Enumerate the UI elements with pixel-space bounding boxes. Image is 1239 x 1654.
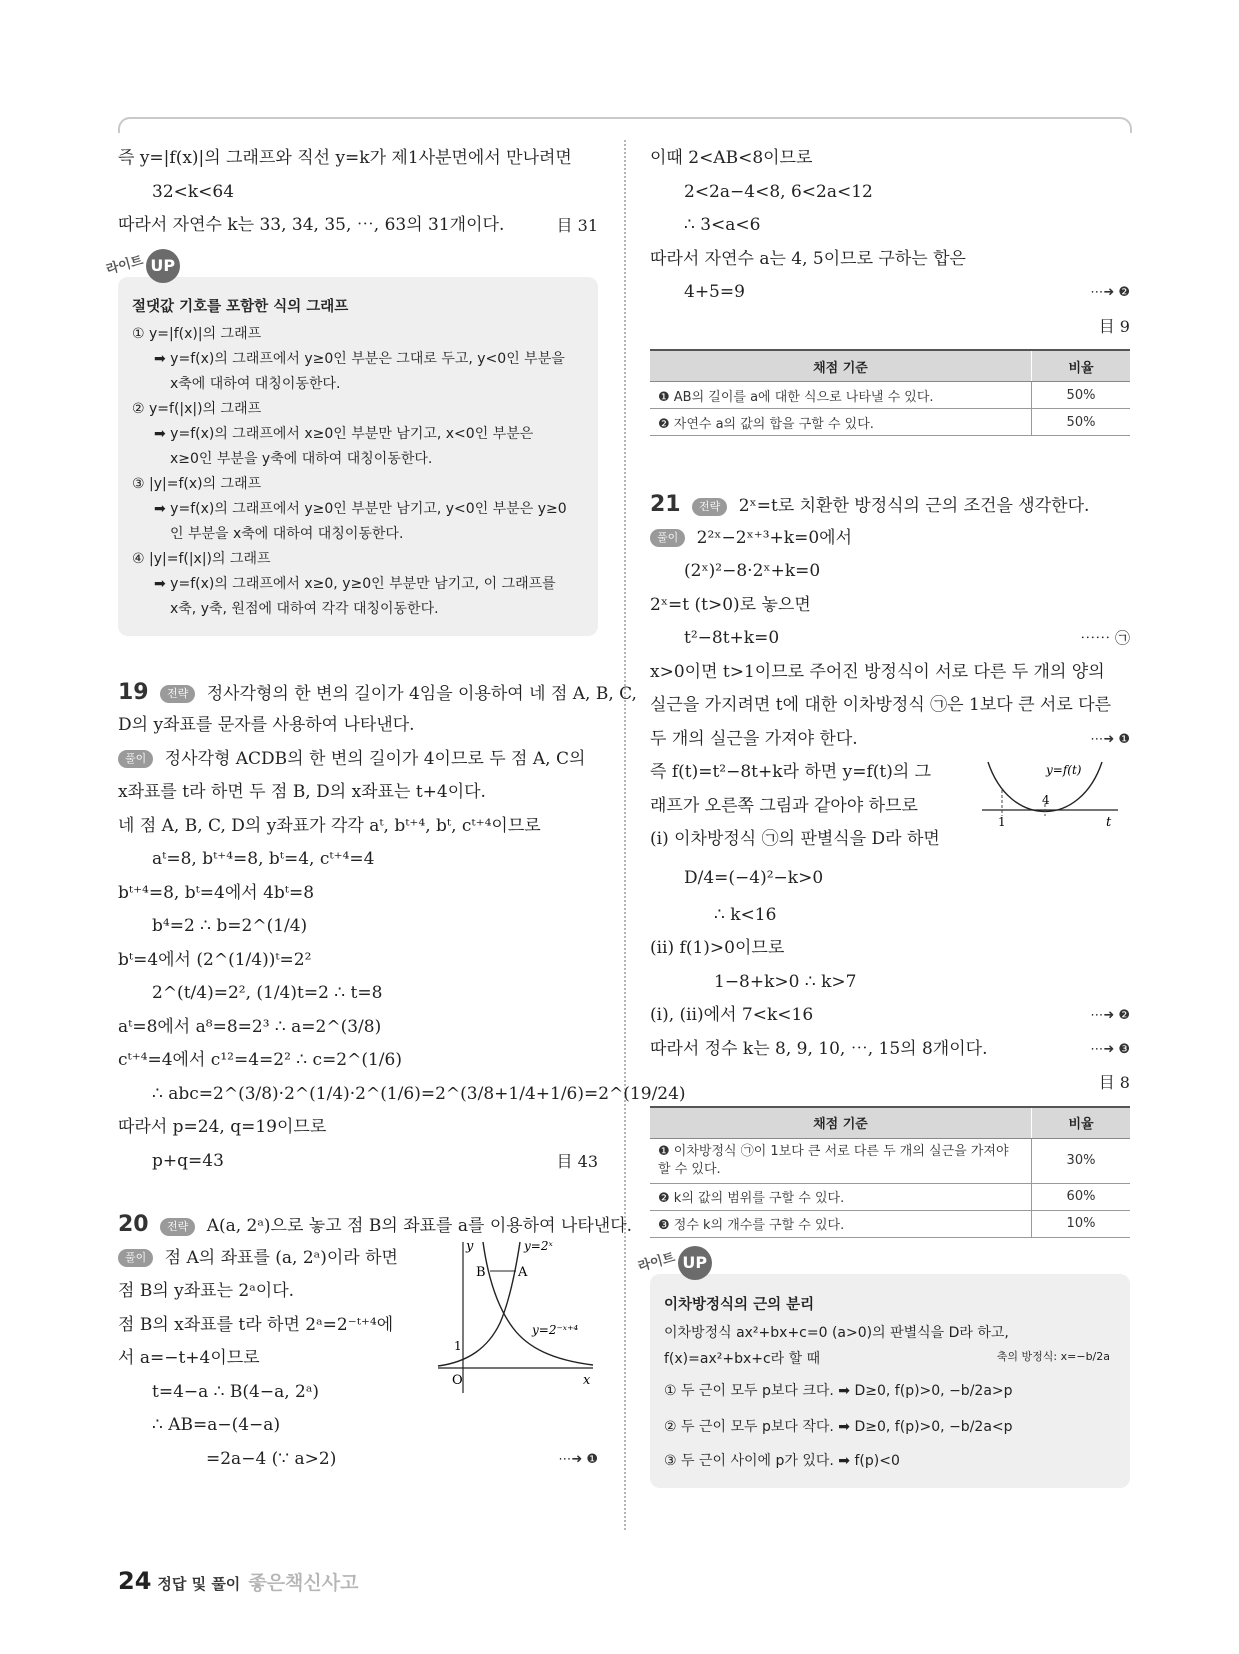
curve-label-2-neg: y=2⁻ˣ⁺⁴	[532, 1322, 579, 1337]
solution-line	[650, 999, 1130, 1033]
grading-table-2	[650, 1106, 1130, 1238]
lite-label: 라이트	[104, 253, 145, 278]
box-item: 인 부분을 x축에 대하여 대칭이동한다.	[170, 525, 404, 542]
box-item: ② y=f(|x|)의 그래프	[132, 400, 262, 417]
math-line: 2<2a−4<8, 6<2a<12	[684, 181, 873, 202]
table-row	[650, 409, 1130, 436]
step-marker: ⋯➜ ❶	[558, 1451, 598, 1467]
math-line: =2a−4 (∵ a>2)	[206, 1448, 337, 1469]
box-item: x축에 대하여 대칭이동한다.	[170, 375, 341, 392]
solution-badge: 풀이	[118, 1249, 153, 1267]
page-number: 24	[118, 1567, 152, 1595]
math-line: b⁴=2 ∴ b=2^(1/4)	[152, 916, 308, 936]
math-line: cᵗ⁺⁴=4에서 c¹²=4=2² ∴ c=2^(1/6)	[118, 1050, 402, 1070]
table-row	[650, 1183, 1130, 1210]
solution-line: 실근을 가지려면 t에 대한 이차방정식 ㉠은 1보다 큰 서로 다른	[650, 695, 1111, 715]
box-item: 이차방정식 ax²+bx+c=0 (a>0)의 판별식을 D라 하고,	[664, 1324, 1009, 1341]
lite-up-box	[104, 253, 598, 636]
solution-text: 두 개의 실근을 가져야 한다.	[650, 728, 858, 749]
question-number: 21	[650, 492, 681, 517]
strategy-badge: 전략	[160, 1218, 195, 1236]
box-item: x축, y축, 원점에 대하여 각각 대칭이동한다.	[170, 600, 439, 617]
solution-line: 네 점 A, B, C, D의 y좌표가 각각 aᵗ, bᵗ⁺⁴, bᵗ, cᵗ⁺⁴이므로	[118, 815, 541, 836]
solution-text: (ⅰ), (ⅱ)에서 7<k<16	[650, 1005, 814, 1025]
solution-line: 따라서 자연수 a는 4, 5이므로 구하는 합은	[650, 248, 966, 269]
box-title: 이차방정식의 근의 분리	[664, 1296, 815, 1313]
solution-line: 즉 f(t)=t²−8t+k라 하면 y=f(t)의 그	[650, 762, 932, 782]
curve-label-2x: y=2ˣ	[524, 1238, 553, 1253]
table-header: 채점 기준	[650, 350, 1032, 382]
table-cell: 60%	[1032, 1183, 1131, 1210]
solution-line: x>0이면 t>1이므로 주어진 방정식이 서로 다른 두 개의 양의	[650, 661, 1105, 682]
t-label: t	[1106, 815, 1112, 830]
text-line	[118, 209, 598, 243]
table-row	[650, 1138, 1130, 1183]
table-cell: ❶ 이차방정식 ㉠이 1보다 큰 서로 다른 두 개의 실근을 가져야 할 수 있다.	[650, 1138, 1032, 1183]
step-marker: ⋯➜ ❸	[1090, 1041, 1130, 1057]
point-a-label: A	[518, 1264, 528, 1280]
math-line: ∴ k<16	[714, 904, 777, 925]
solution-line	[650, 723, 1130, 757]
box-item: ➡ y=f(x)의 그래프에서 y≥0인 부분만 남기고, y<0인 부분은 y≥0	[154, 500, 567, 517]
solution-line	[650, 1033, 1130, 1067]
strategy-text: 2ˣ=t로 치환한 방정식의 근의 조건을 생각한다.	[738, 496, 1090, 516]
table-cell: ❷ k의 값의 범위를 구할 수 있다.	[650, 1183, 1032, 1210]
math-line	[118, 1145, 598, 1179]
equation-tag: ⋯⋯ ㉠	[1080, 629, 1130, 647]
lite-up-badge	[106, 249, 180, 283]
question-number: 20	[118, 1212, 149, 1237]
solution-badge: 풀이	[118, 750, 153, 768]
math-line: 2^(t/4)=2², (1/4)t=2 ∴ t=8	[152, 983, 383, 1003]
solution-text: 점 A의 좌표를 (a, 2ᵃ)이라 하면	[164, 1247, 398, 1268]
solution-badge: 풀이	[650, 529, 685, 547]
solution-line: 따라서 p=24, q=19이므로	[118, 1117, 327, 1137]
answer-row	[650, 310, 1130, 344]
q21-graph	[980, 758, 1120, 838]
y-label: y	[466, 1238, 474, 1254]
curve-2-neg-x-plus-4	[483, 1242, 593, 1365]
table-row	[650, 382, 1130, 409]
table-header: 비율	[1032, 1107, 1131, 1139]
math-line: bᵗ=4에서 (2^(1/4))ᵗ=2²	[118, 949, 312, 970]
strategy-badge: 전략	[692, 498, 727, 516]
axis-note: 축의 방정식: x=−b/2a	[996, 1349, 1110, 1363]
math-line: D/4=(−4)²−k>0	[684, 867, 824, 888]
box-item: ③ |y|=f(x)의 그래프	[132, 475, 262, 492]
math-line: ∴ 3<a<6	[684, 215, 761, 235]
box-item: ① 두 근이 모두 p보다 크다. ➡ D≥0, f(p)>0, −b/2a>p	[664, 1382, 1013, 1399]
box-item: ② 두 근이 모두 p보다 작다. ➡ D≥0, f(p)>0, −b/2a<p	[664, 1418, 1013, 1435]
table-header-row	[650, 350, 1130, 382]
step-marker: ⋯➜ ❷	[1090, 285, 1130, 300]
answer-label: 目 31	[556, 216, 598, 235]
box-item: ➡ y=f(x)의 그래프에서 x≥0인 부분만 남기고, x<0인 부분은	[154, 425, 534, 442]
table-cell: 30%	[1032, 1138, 1131, 1183]
table-header-row	[650, 1107, 1130, 1139]
solution-line	[650, 522, 1130, 556]
box-item-row	[664, 1346, 1116, 1372]
solution-text: 2²ˣ−2ˣ⁺³+k=0에서	[696, 527, 853, 548]
step-marker: ⋯➜ ❶	[1090, 731, 1130, 747]
solution-line: 점 B의 x좌표를 t라 하면 2ᵃ=2⁻ᵗ⁺⁴에	[118, 1314, 394, 1335]
solution-line: 래프가 오른쪽 그림과 같아야 하므로	[650, 795, 918, 816]
f-label: y=f(t)	[1046, 763, 1082, 777]
answer-label: 目 43	[556, 1151, 598, 1171]
solution-line: x좌표를 t라 하면 두 점 B, D의 x좌표는 t+4이다.	[118, 782, 486, 802]
solution-line: (ⅰ) 이차방정식 ㉠의 판별식을 D라 하면	[650, 829, 940, 849]
answer-row	[650, 1066, 1130, 1100]
solution-line	[118, 743, 598, 777]
math-line: 4+5=9	[684, 282, 745, 302]
box-title: 절댓값 기호를 포함한 식의 그래프	[132, 298, 349, 315]
box-item: ① y=|f(x)|의 그래프	[132, 325, 262, 342]
lite-up-box-2	[636, 1249, 1130, 1488]
answer-label: 目 9	[1098, 316, 1130, 336]
box-item: x≥0인 부분을 y축에 대하여 대칭이동한다.	[170, 450, 433, 467]
box-item: ➡ y=f(x)의 그래프에서 x≥0, y≥0인 부분만 남기고, 이 그래프를	[154, 575, 556, 592]
table-cell: 50%	[1032, 382, 1131, 409]
curve-2x	[438, 1242, 520, 1366]
math-line: p+q=43	[152, 1150, 224, 1171]
footer-label: 정답 및 풀이	[157, 1575, 241, 1593]
page-footer	[118, 1567, 358, 1595]
solution-line: 2ˣ=t (t>0)로 놓으면	[650, 594, 811, 615]
one-label: 1	[454, 1338, 462, 1353]
table-header: 비율	[1032, 350, 1131, 382]
question-number: 19	[118, 679, 149, 705]
box-item: f(x)=ax²+bx+c라 할 때	[664, 1350, 821, 1367]
math-line	[650, 622, 1130, 656]
q21-header	[650, 488, 1130, 522]
math-line: ∴ abc=2^(3/8)·2^(1/4)·2^(1/6)=2^(3/8+1/4+1/6)=2^(19/24)	[152, 1083, 686, 1104]
grading-table-1	[650, 349, 1130, 436]
column-divider	[624, 140, 626, 1530]
solution-line: 점 B의 y좌표는 2ᵃ이다.	[118, 1281, 295, 1301]
box-item: ③ 두 근이 사이에 p가 있다. ➡ f(p)<0	[664, 1452, 900, 1469]
table-cell: 50%	[1032, 409, 1131, 436]
text-line: 따라서 자연수 k는 33, 34, 35, ⋯, 63의 31개이다.	[118, 215, 505, 235]
solution-text: 정사각형 ACDB의 한 변의 길이가 4이므로 두 점 A, C의	[164, 748, 586, 769]
table-cell: ❷ 자연수 a의 값의 합을 구할 수 있다.	[650, 409, 1032, 436]
lite-label: 라이트	[636, 1249, 677, 1275]
four-label: 4	[1042, 793, 1050, 807]
strategy-badge: 전략	[160, 685, 195, 703]
solution-line: 이때 2<AB<8이므로	[650, 148, 813, 168]
strategy-text: 정사각형의 한 변의 길이가 4임을 이용하여 네 점 A, B, C,	[206, 683, 637, 704]
origin-label: O	[452, 1372, 463, 1388]
table-cell: ❸ 정수 k의 개수를 구할 수 있다.	[650, 1210, 1032, 1237]
table-row	[650, 1210, 1130, 1237]
math-line: t=4−a ∴ B(4−a, 2ᵃ)	[152, 1381, 320, 1402]
math-line: (2ˣ)²−8·2ˣ+k=0	[684, 561, 821, 581]
math-line: 1−8+k>0 ∴ k>7	[714, 971, 857, 992]
point-b-label: B	[476, 1264, 486, 1280]
q19-header	[118, 676, 637, 710]
q20-header	[118, 1208, 633, 1242]
math-line: ∴ AB=a−(4−a)	[152, 1415, 281, 1435]
up-icon: UP	[146, 249, 180, 283]
right-column	[636, 142, 1130, 1488]
up-icon: UP	[678, 1246, 712, 1280]
solution-line: (ⅱ) f(1)>0이므로	[650, 938, 785, 958]
x-label: x	[583, 1372, 591, 1388]
step-marker: ⋯➜ ❷	[1090, 1008, 1130, 1023]
solution-line: 서 a=−t+4이므로	[118, 1348, 260, 1368]
left-column	[104, 142, 686, 1476]
solution-text: 따라서 정수 k는 8, 9, 10, ⋯, 15의 8개이다.	[650, 1038, 988, 1059]
top-frame-line	[118, 117, 1132, 133]
lite-up-badge	[638, 1246, 712, 1280]
math-line: aᵗ=8에서 a⁸=8=2³ ∴ a=2^(3/8)	[118, 1016, 382, 1037]
strategy-text: D의 y좌표를 문자를 사용하여 나타낸다.	[118, 715, 415, 735]
math-line: 32<k<64	[152, 181, 235, 202]
math-line: bᵗ⁺⁴=8, bᵗ=4에서 4bᵗ=8	[118, 882, 315, 903]
answer-label: 目 8	[1098, 1073, 1130, 1092]
math-line: aᵗ=8, bᵗ⁺⁴=8, bᵗ=4, cᵗ⁺⁴=4	[152, 849, 375, 869]
math-line	[118, 1443, 598, 1477]
strategy-text: A(a, 2ᵃ)으로 놓고 점 B의 좌표를 a를 이용하여 나타낸다.	[206, 1216, 633, 1236]
q20-graph	[428, 1238, 598, 1398]
table-cell: ❶ AB의 길이를 a에 대한 식으로 나타낼 수 있다.	[650, 382, 1032, 409]
box-item: ➡ y=f(x)의 그래프에서 y≥0인 부분은 그대로 두고, y<0인 부분을	[154, 350, 565, 367]
text-line: 즉 y=|f(x)|의 그래프와 직선 y=k가 제1사분면에서 만나려면	[118, 148, 572, 168]
table-header: 채점 기준	[650, 1107, 1032, 1139]
table-cell: 10%	[1032, 1210, 1131, 1237]
math-line	[650, 276, 1130, 310]
one-label: 1	[998, 815, 1006, 829]
box-item: ④ |y|=f(|x|)의 그래프	[132, 550, 271, 567]
watermark: 좋은책신사고	[248, 1572, 359, 1594]
math-line: t²−8t+k=0	[684, 628, 780, 648]
